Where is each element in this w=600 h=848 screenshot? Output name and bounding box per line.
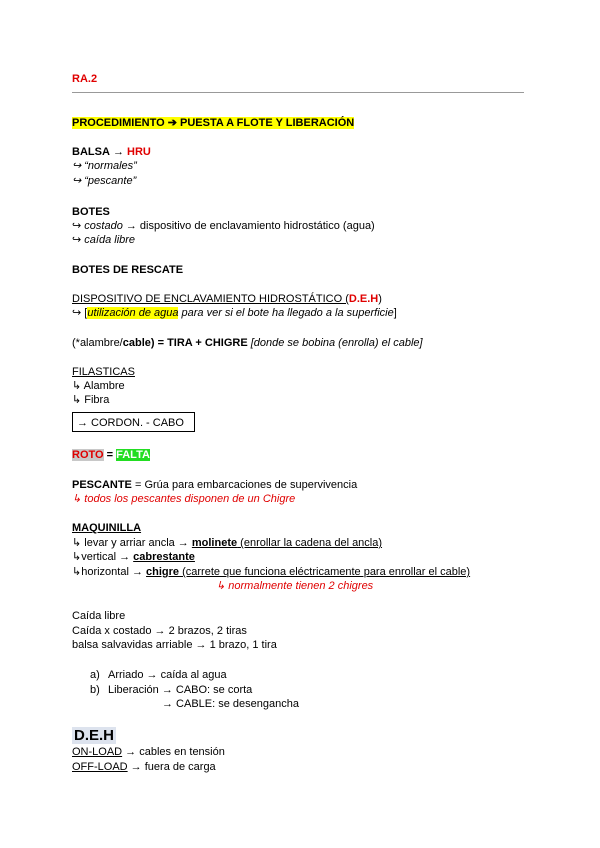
- list-item: [90, 684, 253, 697]
- arrow-icon: ↪: [72, 220, 85, 232]
- pescante-label: PESCANTE: [72, 479, 132, 491]
- alambre-line: [72, 337, 423, 350]
- alambre-cable: cable): [122, 337, 155, 349]
- caida-libre-text: caída libre: [84, 234, 136, 246]
- pescante-line: [72, 479, 357, 492]
- filasticas-item: ↳ Fibra: [72, 394, 110, 406]
- equals: =: [103, 449, 117, 461]
- alambre-open: (*alambre/: [72, 337, 123, 349]
- dispositivo-line: [72, 293, 382, 306]
- list-text: Liberación → CABO: se corta: [108, 684, 253, 696]
- maquinilla-line-molinete: [72, 537, 382, 550]
- botes-heading: BOTES: [72, 206, 110, 218]
- procedimiento-heading: [72, 117, 354, 130]
- offload-rest: → fuera de carga: [127, 761, 216, 773]
- onload-line: [72, 746, 225, 759]
- deh-title: D.E.H: [74, 727, 115, 744]
- botes-line-costado: [72, 220, 375, 233]
- botes-rescate-heading: BOTES DE RESCATE: [72, 264, 184, 276]
- caida-line: Caída libre: [72, 610, 126, 622]
- arrow-icon: ↪: [72, 234, 85, 246]
- list-item: [90, 669, 227, 682]
- maquinilla-heading: MAQUINILLA: [72, 522, 142, 534]
- filasticas-heading: FILASTICAS: [72, 366, 135, 378]
- balsa-line: [72, 146, 151, 159]
- costado-text: costado: [84, 220, 123, 232]
- chigre-text: chigre: [146, 566, 180, 578]
- balsa-label: BALSA: [72, 146, 110, 158]
- balsa-hru: HRU: [127, 146, 151, 158]
- maquinilla-line-chigre: [72, 566, 470, 579]
- offload-label: OFF-LOAD: [72, 761, 128, 773]
- deh-abbr: D.E.H: [348, 293, 379, 305]
- balsa-arrow: →: [109, 146, 128, 158]
- list-marker: b): [90, 684, 100, 696]
- chigre-rest: (carrete que funciona eléctricamente para enrollar el cable): [179, 566, 471, 578]
- horizontal-rule: [72, 92, 524, 93]
- filasticas-item: ↳ Alambre: [72, 380, 125, 392]
- list-marker: a): [90, 669, 100, 681]
- agua-highlight: utilización de agua: [87, 307, 179, 319]
- chigre-prefix: ↳horizontal →: [72, 566, 147, 578]
- molinete-text: molinete: [191, 537, 238, 549]
- note-rest: para ver si el bote ha llegado a la superficie: [178, 307, 394, 319]
- falta-text: FALTA: [116, 449, 150, 461]
- caida-line: Caída x costado → 2 brazos, 2 tiras: [72, 625, 247, 637]
- arrow-icon: ↪ [: [72, 307, 88, 319]
- pescante-rest: = Grúa para embarcaciones de supervivencia: [131, 479, 358, 491]
- cordon-cabo-box: → CORDON. - CABO: [72, 412, 195, 432]
- maquinilla-line-cabrestante: [72, 551, 195, 564]
- chigres-note: ↳ normalmente tienen 2 chigres: [216, 580, 374, 592]
- caida-line: balsa salvavidas arriable → 1 brazo, 1 tira: [72, 639, 277, 651]
- document-code: RA.2: [72, 73, 98, 85]
- molinete-prefix: ↳ levar y arriar ancla →: [72, 537, 192, 549]
- dispositivo-close: ): [378, 293, 382, 305]
- balsa-item: ↪ “normales”: [72, 160, 137, 172]
- pescante-note: ↳ todos los pescantes disponen de un Chigre: [72, 493, 296, 505]
- dispositivo-title: DISPOSITIVO DE ENCLAVAMIENTO HIDROSTÁTICO (: [72, 293, 349, 305]
- botes-line-caida: [72, 234, 135, 247]
- bracket: ]: [393, 307, 397, 319]
- costado-rest: → dispositivo de enclavamiento hidrostático (agua): [122, 220, 375, 232]
- deh-heading: [72, 727, 116, 746]
- procedimiento-text: PROCEDIMIENTO ➔ PUESTA A FLOTE Y LIBERACIÓN: [72, 117, 355, 129]
- alambre-rest: = TIRA + CHIGRE: [154, 337, 251, 349]
- cabrestante-text: cabrestante: [133, 551, 195, 563]
- list-text: Arriado → caída al agua: [108, 669, 227, 681]
- balsa-item: ↪ “pescante”: [72, 175, 137, 187]
- offload-line: [72, 761, 216, 774]
- roto-line: [72, 449, 150, 462]
- cable-sub-item: → CABLE: se desengancha: [162, 698, 299, 710]
- onload-rest: → cables en tensión: [122, 746, 225, 758]
- onload-label: ON-LOAD: [72, 746, 123, 758]
- dispositivo-note: [72, 307, 397, 320]
- cabrestante-prefix: ↳vertical →: [72, 551, 134, 563]
- alambre-note: [donde se bobina (enrolla) el cable]: [250, 337, 423, 349]
- roto-text: ROTO: [72, 449, 104, 461]
- molinete-rest: (enrollar la cadena del ancla): [237, 537, 383, 549]
